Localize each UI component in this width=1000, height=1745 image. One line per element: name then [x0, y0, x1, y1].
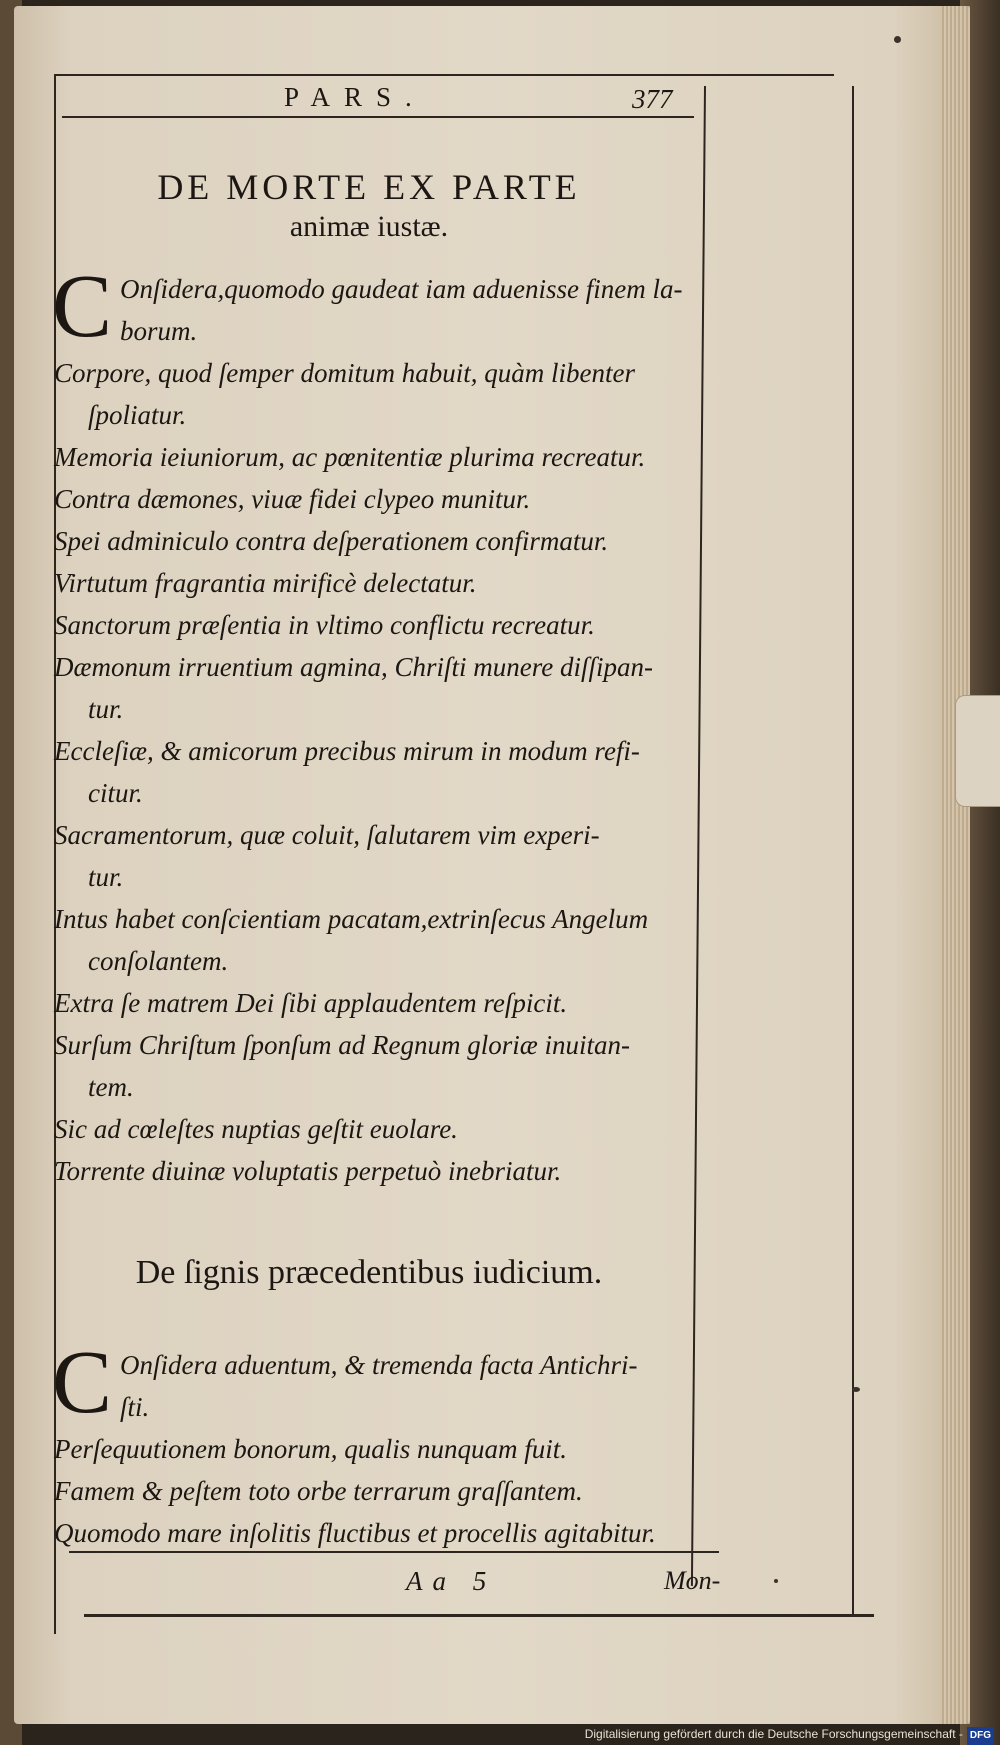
- header-rule: [62, 116, 694, 118]
- text-line: Onſidera,quomodo gaudeat iam aduenisse finem la-: [120, 274, 683, 304]
- catchword: Mon-: [664, 1566, 721, 1595]
- drop-cap: C: [52, 257, 113, 356]
- text-line: ſpoliatur.: [88, 400, 187, 430]
- page-number: 377: [632, 84, 673, 114]
- dfg-logo-icon: DFG: [967, 1727, 994, 1745]
- text-line: Intus habet conſcientiam pacatam,extrinſecus Angelum: [54, 904, 649, 934]
- text-line: Onſidera aduentum, & tremenda facta Antichri-: [120, 1350, 638, 1380]
- text-line: tem.: [88, 1072, 134, 1102]
- section-title-line-1: DE MORTE EX PARTE: [157, 167, 581, 207]
- text-line: Sacramentorum, quæ coluit, ſalutarem vim experi-: [54, 820, 600, 850]
- ink-spot: [852, 1387, 860, 1392]
- text-line: ſti.: [120, 1392, 150, 1422]
- frame-rule-bottom: [84, 1614, 874, 1617]
- text-line: Spei adminiculo contra deſperationem confirmatur.: [54, 526, 609, 556]
- section-title-line-2: animæ iustæ.: [289, 210, 449, 243]
- text-line: Sic ad cœleſtes nuptias geſtit euolare.: [54, 1114, 458, 1144]
- page-tab-marker: [955, 695, 1000, 807]
- text-line: tur.: [88, 862, 124, 892]
- section-body-death: [52, 257, 724, 1192]
- signature-mark: Aa 5: [406, 1566, 497, 1596]
- ink-spot: [894, 36, 901, 43]
- text-line: Eccleſiæ, & amicorum precibus mirum in modum refi-: [54, 736, 640, 766]
- section-body-signs: [52, 1333, 724, 1554]
- text-line: conſolantem.: [88, 946, 229, 976]
- text-line: Sanctorum præſentia in vltimo conflictu recreatur.: [54, 610, 595, 640]
- page-edge-strip: [942, 6, 970, 1724]
- text-line: Torrente diuinæ voluptatis perpetuò inebriatur.: [54, 1156, 562, 1186]
- text-line: Memoria ieiuniorum, ac pœnitentiæ plurima recreatur.: [54, 442, 646, 472]
- text-line: tur.: [88, 694, 124, 724]
- ink-spot: [774, 1579, 778, 1583]
- text-line: Virtutum fragrantia mirificè delectatur.: [54, 568, 477, 598]
- frame-rule-top: [54, 74, 834, 76]
- section-title-signs: [14, 1254, 724, 1292]
- text-line: Extra ſe matrem Dei ſibi applaudentem reſpicit.: [54, 988, 568, 1018]
- running-head: PARS.: [284, 82, 426, 112]
- text-line: Corpore, quod ſemper domitum habuit, quàm libenter: [54, 358, 635, 388]
- book-page: [14, 6, 970, 1724]
- section-title-line-1: De ſignis præcedentibus iudicium.: [135, 1254, 603, 1291]
- text-line: borum.: [120, 316, 198, 346]
- section-title-death: [14, 166, 724, 244]
- digitization-credit: [585, 1725, 994, 1743]
- drop-cap: C: [52, 1333, 113, 1432]
- text-line: Dæmonum irruentium agmina, Chriſti munere diſſipan-: [54, 652, 653, 682]
- credit-text: Digitalisierung gefördert durch die Deutsche Forschungsgemeinschaft -: [584, 1727, 963, 1741]
- text-line: Quomodo mare inſolitis fluctibus et procellis agitabitur.: [54, 1518, 656, 1548]
- text-line: Famem & peſtem toto orbe terrarum graſſantem.: [54, 1476, 583, 1506]
- text-line: Perſequutionem bonorum, qualis nunquam fuit.: [54, 1434, 567, 1464]
- text-line: Contra dæmones, viuæ fidei clypeo munitur.: [54, 484, 531, 514]
- text-line: citur.: [88, 778, 143, 808]
- text-line: Surſum Chriſtum ſponſum ad Regnum gloriæ inuitan-: [54, 1030, 631, 1060]
